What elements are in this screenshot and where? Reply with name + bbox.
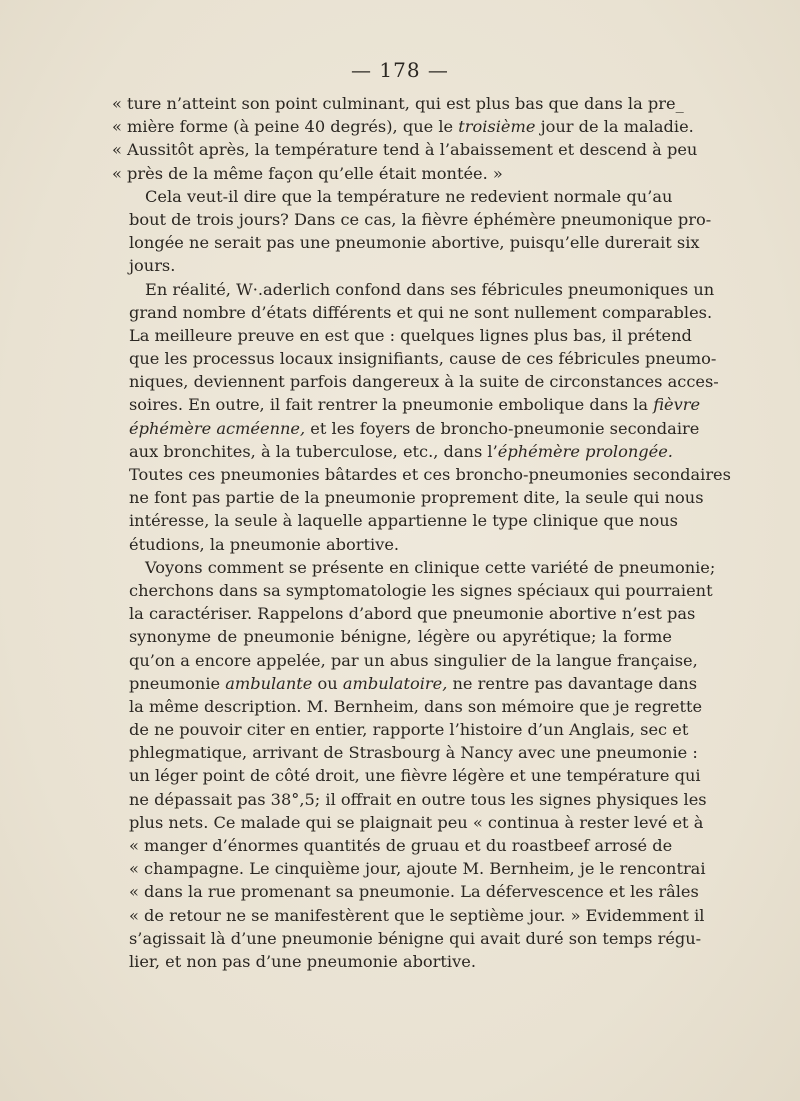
text-line (129, 509, 678, 532)
text-line (129, 463, 731, 486)
text-line (112, 115, 694, 138)
text-line (129, 718, 689, 741)
text-segment: « de retour ne se manifestèrent que le septième jour. » Evidemment il (129, 905, 705, 925)
text-segment: « près de la même façon qu’elle était montée. » (112, 163, 503, 183)
text-segment: lier, et non pas d’une pneumonie abortive. (129, 951, 476, 971)
text-line (129, 788, 707, 811)
text-line (129, 324, 692, 347)
text-segment: grand nombre d’états différents et qui ne sont nullement comparables. (129, 302, 713, 322)
text-segment: Cela veut-il dire que la température ne redevient normale qu’au (145, 186, 673, 206)
body-text (112, 92, 731, 973)
text-segment: la caractériser. Rappelons d’abord que pneumonie abortive n’est pas (129, 604, 696, 624)
text-line (129, 672, 698, 695)
text-segment: aux bronchites, à la tuberculose, etc., dans l’ (129, 441, 498, 461)
text-segment: En réalité, W·.aderlich confond dans ses fébricules pneumoniques un (145, 279, 715, 299)
text-segment: que les processus locaux insignifiants, cause de ces fébricules pneumo- (129, 349, 717, 369)
italic-text: ambulante (225, 673, 313, 693)
text-segment: jour de la maladie. (535, 117, 694, 137)
text-line (129, 533, 672, 556)
text-line (129, 370, 719, 393)
text-segment: « mière forme (à peine 40 degrés), que le (112, 117, 459, 137)
text-line (129, 649, 698, 672)
text-segment: « Aussitôt après, la température tend à l’abaissement et descend à peu (112, 140, 698, 160)
text-segment: cherchons dans sa symptomatologie les signes spéciaux qui pourraient (129, 580, 713, 600)
text-line (129, 440, 672, 463)
text-segment: ne dépassait pas 38°,5; il offrait en outre tous les signes physiques les (129, 789, 707, 809)
text-segment: qu’on a encore appelée, par un abus singulier de la langue française, (129, 650, 698, 670)
text-line (112, 162, 672, 185)
text-line (129, 556, 716, 579)
text-segment: la même description. M. Bernheim, dans son mémoire que je regrette (129, 696, 703, 716)
text-line (129, 486, 704, 509)
text-line (129, 625, 672, 648)
text-line (129, 950, 672, 973)
text-segment: niques, deviennent parfois dangereux à la suite de circonstances acces- (129, 372, 719, 392)
text-segment: bout de trois jours? Dans ce cas, la fièvre éphémère pneumonique pro- (129, 209, 712, 229)
text-segment: La meilleure preuve en est que : quelques lignes plus bas, il prétend (129, 325, 692, 345)
text-segment: ne font pas partie de la pneumonie proprement dite, la seule qui nous (129, 488, 704, 508)
text-line (112, 138, 698, 161)
text-segment: soires. En outre, il fait rentrer la pneumonie embolique dans la (129, 395, 654, 415)
text-segment: jours. (129, 256, 176, 276)
text-segment: étudions, la pneumonie abortive. (129, 534, 400, 554)
text-line (129, 857, 706, 880)
text-line (129, 393, 701, 416)
text-line (129, 602, 696, 625)
text-line (129, 301, 713, 324)
text-segment: synonyme de pneumonie bénigne, légère ou apyrétique; la forme (129, 627, 672, 647)
text-segment: plus nets. Ce malade qui se plaignait peu « continua à rester levé et à (129, 812, 704, 832)
text-line (129, 904, 705, 927)
page-number: — 178 — (351, 58, 449, 82)
text-line (129, 834, 672, 857)
text-segment: ou (312, 673, 343, 693)
text-line (112, 92, 684, 115)
text-line (129, 231, 700, 254)
text-line (129, 764, 701, 787)
italic-text: éphémère prolongée. (497, 441, 673, 461)
text-segment: Toutes ces pneumonies bâtardes et ces broncho-pneumonies secondaires (129, 465, 731, 484)
italic-text: ambulatoire, (342, 673, 448, 693)
text-segment: « champagne. Le cinquième jour, ajoute M. Bernheim, je le rencontrai (129, 859, 706, 879)
text-segment: longée ne serait pas une pneumonie abortive, puisqu’elle durerait six (129, 233, 700, 253)
text-line (129, 278, 715, 301)
text-line (129, 347, 717, 370)
text-line (129, 880, 699, 903)
italic-text: fièvre (653, 395, 701, 415)
text-line (129, 811, 704, 834)
italic-text: troisième (458, 117, 536, 137)
text-segment: « ture n’atteint son point culminant, qui est plus bas que dans la pre_ (112, 94, 684, 113)
text-line (129, 579, 713, 602)
text-line (129, 185, 672, 208)
text-line (129, 927, 702, 950)
text-segment: ne rentre pas davantage dans (447, 673, 698, 693)
text-line (129, 417, 700, 440)
text-segment: intéresse, la seule à laquelle appartienne le type clinique que nous (129, 511, 678, 531)
text-segment: Voyons comment se présente en clinique cette variété de pneumonie; (145, 557, 716, 577)
text-line (129, 741, 698, 764)
text-segment: et les foyers de broncho-pneumonie secondaire (305, 418, 700, 438)
text-segment: un léger point de côté droit, une fièvre légère et une température qui (129, 766, 701, 786)
text-segment: « dans la rue promenant sa pneumonie. La défervescence et les râles (129, 882, 699, 902)
text-line (129, 254, 672, 277)
text-line (129, 695, 703, 718)
text-segment: de ne pouvoir citer en entier, rapporte l’histoire d’un Anglais, sec et (129, 720, 689, 740)
text-segment: s’agissait là d’une pneumonie bénigne qui avait duré son temps régu- (129, 928, 702, 948)
text-line (129, 208, 712, 231)
italic-text: éphémère acméenne, (129, 418, 306, 438)
text-segment: pneumonie (129, 673, 226, 693)
text-segment: « manger d’énormes quantités de gruau et du roastbeef arrosé de (129, 836, 673, 855)
text-segment: phlegmatique, arrivant de Strasbourg à Nancy avec une pneumonie : (129, 743, 698, 763)
